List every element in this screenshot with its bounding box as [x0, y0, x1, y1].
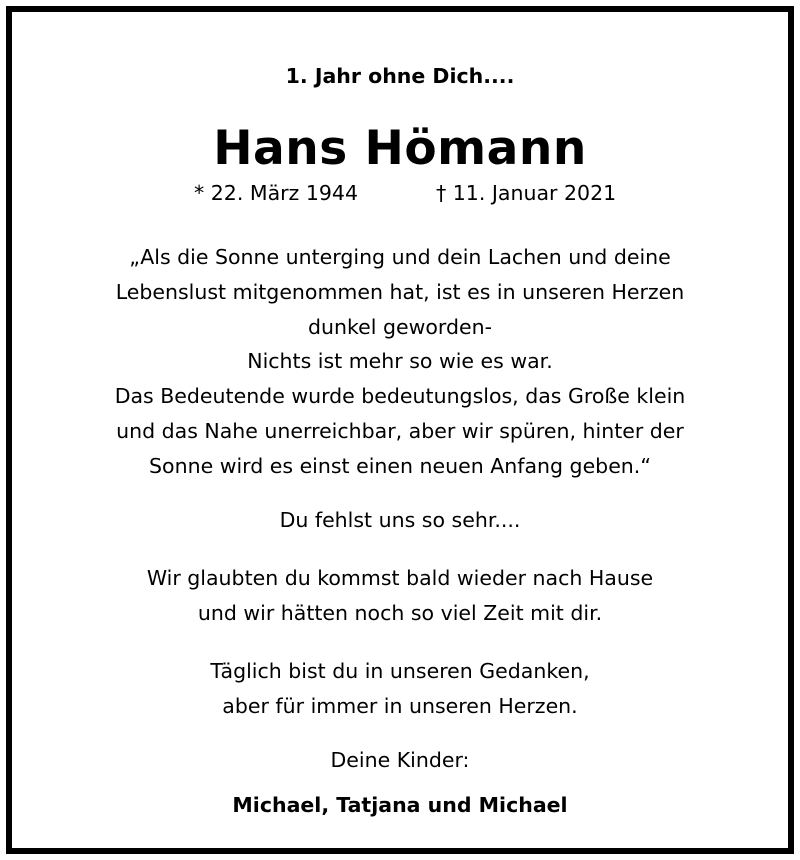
home-line: Wir glaubten du kommst bald wieder nach Hause: [146, 566, 654, 590]
signoff-label-paragraph: [12, 743, 788, 778]
signoff-names: Michael, Tatjana und Michael: [232, 793, 568, 817]
miss-paragraph: [12, 503, 788, 538]
quote-line: „Als die Sonne unterging und dein Lachen und deine: [129, 245, 671, 269]
headline: 1. Jahr ohne Dich....: [285, 64, 515, 88]
signoff-label: Deine Kinder:: [330, 748, 470, 772]
quote-line: Sonne wird es einst einen neuen Anfang geben.“: [149, 453, 651, 478]
home-paragraph: [12, 561, 788, 631]
home-line: und wir hätten noch so viel Zeit mit dir.: [197, 600, 603, 625]
signoff-names-paragraph: [12, 788, 788, 823]
birth-date: * 22. März 1944: [194, 181, 359, 205]
thoughts-line: aber für immer in unseren Herzen.: [222, 693, 578, 718]
death-date: † 11. Januar 2021: [436, 181, 617, 205]
quote-block: [12, 240, 788, 484]
deceased-name: Hans Hömann: [213, 121, 587, 176]
obituary-content: [12, 12, 788, 848]
quote-line: dunkel geworden-: [308, 314, 492, 339]
quote-line: Das Bedeutende wurde bedeutungslos, das Große klein: [114, 384, 686, 409]
quote-line: und das Nahe unerreichbar, aber wir spüren, hinter der: [116, 418, 684, 443]
miss-line: Du fehlst uns so sehr....: [279, 508, 521, 532]
quote-line: Lebenslust mitgenommen hat, ist es in unseren Herzen: [115, 279, 685, 304]
obituary-frame: [6, 6, 794, 854]
thoughts-line: Täglich bist du in unseren Gedanken,: [210, 659, 590, 683]
thoughts-paragraph: [12, 654, 788, 724]
quote-line: Nichts ist mehr so wie es war.: [247, 349, 553, 374]
